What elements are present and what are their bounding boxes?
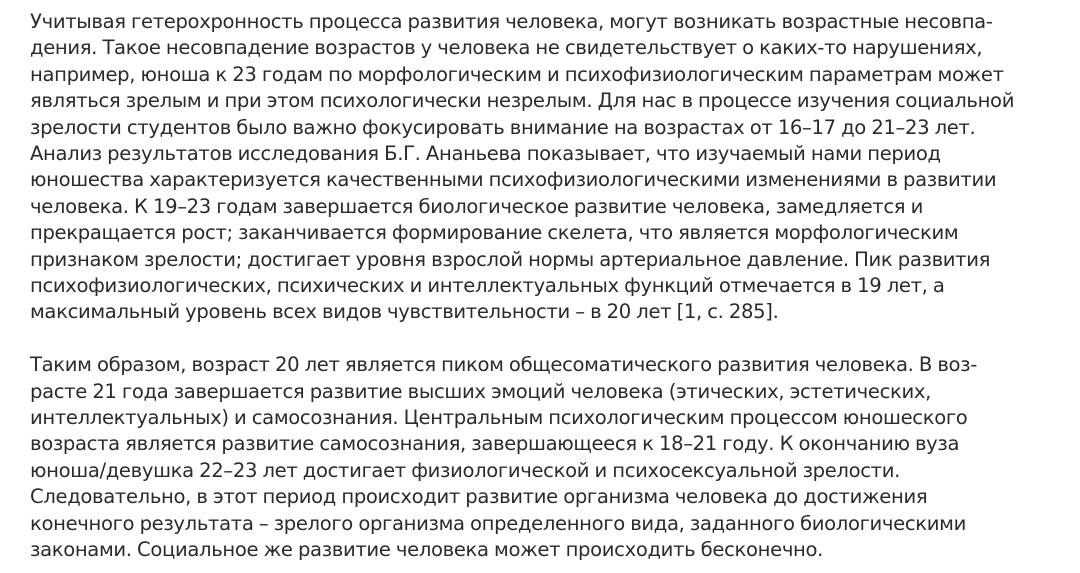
text-line: являться зрелым и при этом психологически незрелым. Для нас в процессе изучения социальной	[30, 89, 1015, 113]
text-line: психофизиологических, психических и интеллектуальных функций отмечается в 19 лет, а	[30, 274, 945, 298]
text-line: прекращается рост; заканчивается формирование скелета, что является морфологическим	[30, 221, 959, 245]
text-line: расте 21 года завершается развитие высших эмоций человека (этических, эстетических,	[30, 379, 931, 403]
text-line: признаком зрелости; достигает уровня взрослой нормы артериальное давление. Пик развития	[30, 247, 991, 271]
text-line: Учитывая гетерохронность процесса развития человека, могут возникать возрастные несовпа-	[30, 10, 993, 33]
text-line: конечного результата – зрелого организма определенного вида, заданного биологическими	[30, 511, 966, 535]
text-line: человека. К 19–23 годам завершается биологическое развитие человека, замедляется и	[30, 194, 923, 218]
text-line: Следовательно, в этот период происходит развитие организма человека до достижения	[30, 485, 928, 509]
text-line: законами. Социальное же развитие человека может происходить бесконечно.	[30, 538, 824, 562]
text-line: возраста является развитие самосознания, завершающееся к 18–21 году. К окончанию вуза	[30, 432, 960, 456]
text-line: Таким образом, возраст 20 лет является пиком общесоматического развития человека. В воз-	[30, 353, 977, 377]
text-line: например, юноша к 23 годам по морфологическим и психофизиологическим параметрам может	[30, 62, 1004, 86]
paragraph-2	[30, 352, 1078, 563]
document-body	[30, 9, 1078, 564]
text-line: юношества характеризуется качественными психофизиологическими изменениями в развитии	[30, 168, 997, 192]
text-line: Анализ результатов исследования Б.Г. Ананьева показывает, что изучаемый нами период	[30, 142, 941, 166]
text-line: максимальный уровень всех видов чувствительности – в 20 лет [1, с. 285].	[30, 300, 779, 324]
text-line: юноша/девушка 22–23 лет достигает физиологической и психосексуальной зрелости.	[30, 458, 900, 482]
paragraph-1	[30, 9, 1078, 326]
text-line: зрелости студентов было важно фокусировать внимание на возрастах от 16–17 до 21–23 лет.	[30, 115, 976, 139]
text-line: интеллектуальных) и самосознания. Центральным психологическим процессом юношеского	[30, 406, 968, 430]
text-line: дения. Такое несовпадение возрастов у человека не свидетельствует о каких-то нарушениях,	[30, 36, 983, 60]
